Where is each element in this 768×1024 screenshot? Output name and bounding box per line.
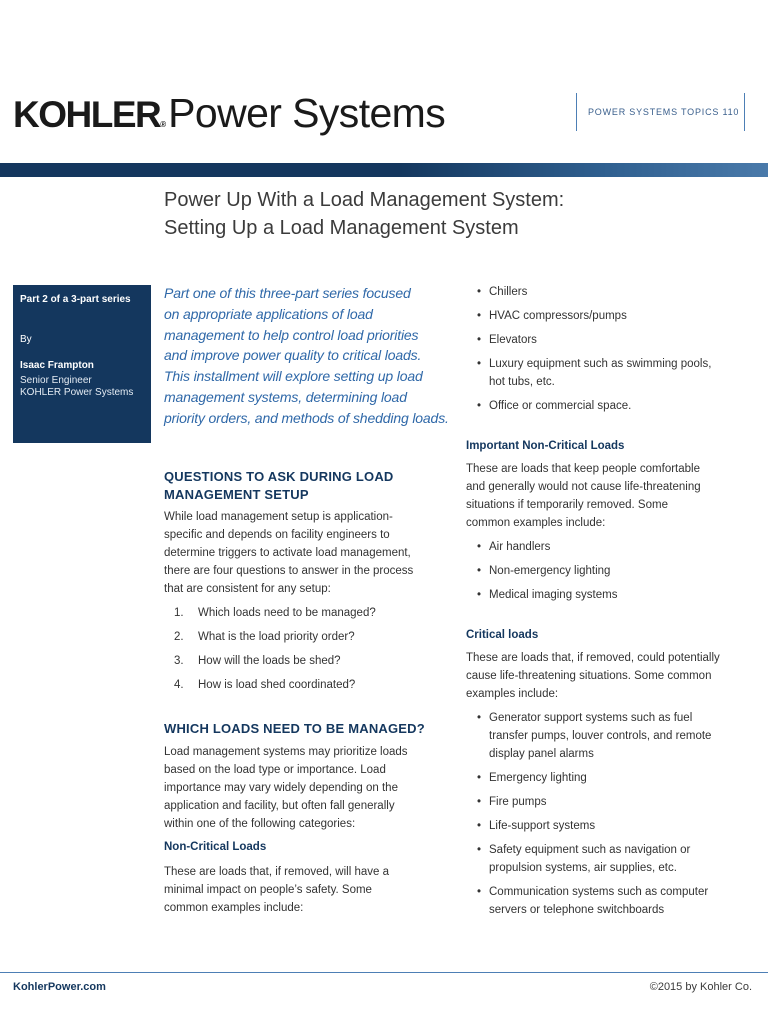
right-column bbox=[466, 283, 756, 925]
questions-list bbox=[164, 606, 454, 692]
critical-paragraph: These are loads that, if removed, could potentially cause life-threatening situations. Some common examples include: bbox=[466, 652, 720, 700]
footer-copyright: ©2015 by Kohler Co. bbox=[649, 981, 752, 993]
logo-product: Power Systems bbox=[168, 90, 446, 136]
questions-paragraph: While load management setup is application- specific and depends on facility engineers to determine triggers to activate load management, there are four questions to answer in the process that are consistent for any setup: bbox=[164, 510, 414, 595]
list-item: • Elevators bbox=[477, 334, 537, 346]
footer-divider bbox=[0, 972, 768, 973]
by-label: By bbox=[20, 334, 32, 345]
section-heading-which-loads: WHICH LOADS NEED TO BE MANAGED? bbox=[164, 720, 425, 736]
list-item: • Generator support systems such as fuel transfer pumps, louver controls, and remote display panel alarms bbox=[477, 712, 712, 760]
list-item: • Emergency lighting bbox=[477, 772, 587, 784]
list-item: • HVAC compressors/pumps bbox=[477, 310, 627, 322]
author-name: Isaac Frampton bbox=[20, 360, 94, 371]
list-item: 2. What is the load priority order? bbox=[174, 630, 355, 643]
section-heading-questions: QUESTIONS TO ASK DURING LOAD MANAGEMENT SETUP bbox=[164, 468, 394, 502]
list-item: • Life-support systems bbox=[477, 820, 596, 832]
noncritical-list bbox=[466, 283, 756, 415]
noncritical-heading: Non-Critical Loads bbox=[164, 840, 267, 853]
list-item: • Chillers bbox=[477, 286, 528, 298]
topics-label-text: POWER SYSTEMS TOPICS 110 bbox=[588, 107, 740, 117]
header-blue-bar bbox=[0, 163, 768, 177]
topics-label bbox=[576, 93, 739, 131]
series-label: Part 2 of a 3-part series bbox=[20, 294, 131, 305]
list-item: • Safety equipment such as navigation or propulsion systems, air supplies, etc. bbox=[477, 844, 691, 874]
critical-list bbox=[466, 709, 756, 919]
title-line-2: Setting Up a Load Management System bbox=[164, 217, 519, 239]
logo-registered-mark: ® bbox=[160, 120, 167, 129]
page-title bbox=[164, 186, 744, 242]
list-item: • Air handlers bbox=[477, 541, 551, 553]
list-item: • Fire pumps bbox=[477, 796, 547, 808]
important-noncritical-heading: Important Non-Critical Loads bbox=[466, 440, 625, 452]
critical-heading: Critical loads bbox=[466, 629, 539, 641]
list-item: • Luxury equipment such as swimming pools, hot tubs, etc. bbox=[477, 358, 712, 388]
important-noncritical-list bbox=[466, 538, 756, 604]
list-item: • Medical imaging systems bbox=[477, 589, 618, 601]
list-item: • Non-emergency lighting bbox=[477, 565, 611, 577]
important-noncritical-paragraph: These are loads that keep people comfortable and generally would not cause life-threatening situations if temporarily removed. Some common examples include: bbox=[466, 463, 701, 529]
list-item: • Office or commercial space. bbox=[477, 400, 632, 412]
page-header bbox=[0, 0, 768, 162]
author-sidebar bbox=[13, 285, 151, 443]
noncritical-paragraph: These are loads that, if removed, will have a minimal impact on people’s safety. Some common examples include: bbox=[164, 865, 390, 914]
footer-website-link[interactable]: KohlerPower.com bbox=[13, 981, 106, 993]
intro-paragraph: Part one of this three-part series focused on appropriate applications of load management to help control load priorities and improve power quality to critical loads. This installment will explore setting up load management systems, determining load priority orders, and methods of shedding loads. bbox=[164, 285, 449, 426]
list-item: 3. How will the loads be shed? bbox=[174, 654, 341, 667]
logo-brand: KOHLER bbox=[13, 94, 161, 135]
topics-divider bbox=[744, 93, 745, 131]
left-column bbox=[164, 283, 454, 917]
list-item: 4. How is load shed coordinated? bbox=[174, 678, 356, 691]
author-role: Senior Engineer KOHLER Power Systems bbox=[20, 375, 134, 398]
list-item: 1. Which loads need to be managed? bbox=[174, 606, 376, 619]
which-loads-paragraph: Load management systems may prioritize loads based on the load type or importance. Load importance may vary widely depending on the application and facility, but often fall generally within one of the following categories: bbox=[164, 745, 408, 830]
title-line-1: Power Up With a Load Management System: bbox=[164, 189, 565, 211]
list-item: • Communication systems such as computer servers or telephone switchboards bbox=[477, 886, 709, 916]
kohler-logo bbox=[13, 90, 445, 137]
